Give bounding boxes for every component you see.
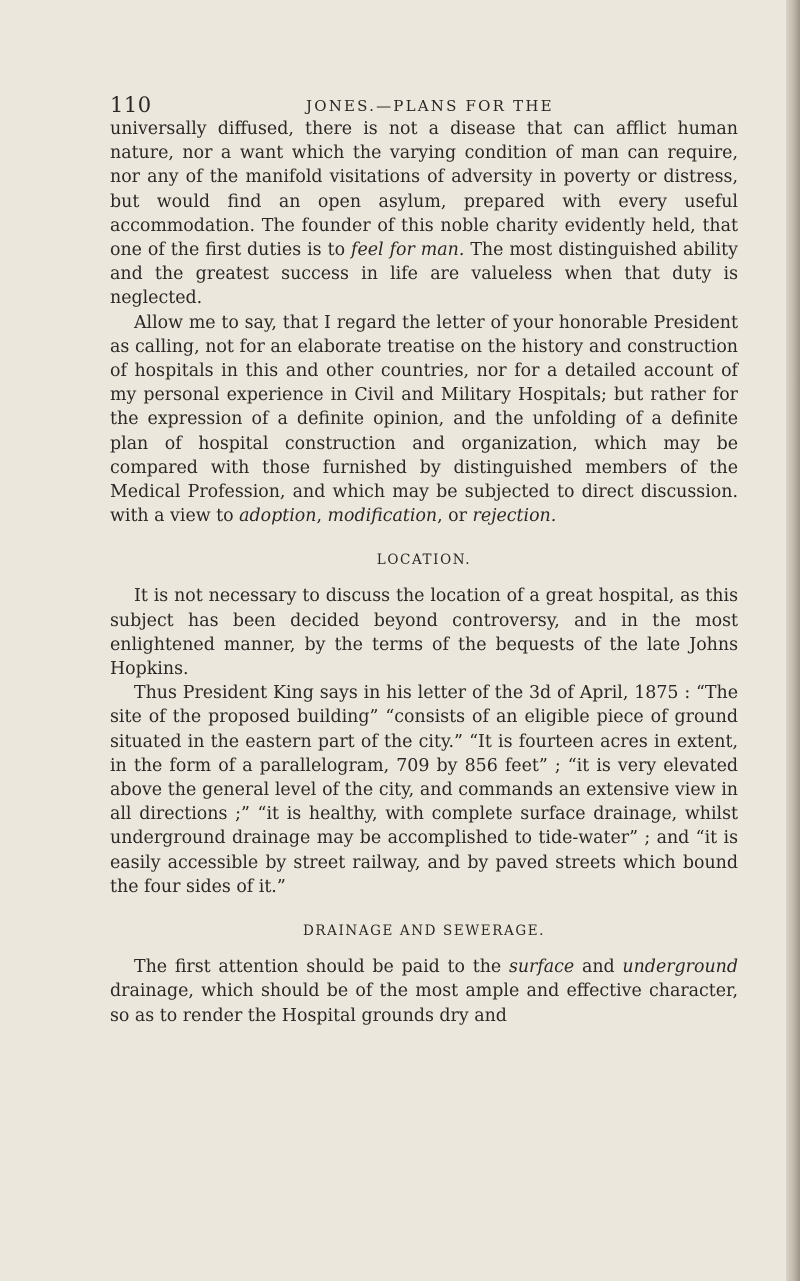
paragraph-2: [110, 311, 738, 529]
page-number: 110: [110, 93, 152, 117]
italic-phrase: feel for man.: [351, 240, 465, 261]
italic-phrase: modification: [327, 506, 438, 527]
heading-location: LOCATION.: [376, 552, 472, 569]
text-run: drainage, which should be of the most ample and effective character, so as to render the Hospital grounds dry and: [110, 981, 738, 1026]
running-head: JONES.—PLANS FOR THE: [306, 97, 554, 115]
text-run: and: [574, 957, 623, 978]
text-run: The first attention should be paid to the: [134, 957, 509, 978]
text-run: The most distinguished ability and the greatest success in life are valueless when that duty is neglected.: [110, 240, 738, 309]
text-run: universally diffused, there is not a disease that can afflict human nature, nor a want which the varying condition of man can require, nor any of the manifold visitations of adversity in poverty or distress, but would find an open asylum, prepared with every useful accommodation. The founder of this noble charity evidently held, that one of the first duties is to: [110, 119, 738, 261]
text-run: , or: [437, 506, 473, 527]
paragraph-4: [110, 681, 738, 899]
text-run: ,: [316, 506, 328, 527]
text-run: Thus President King says in his letter of the 3d of April, 1875 : “The site of the proposed building” “consists of an eligible piece of ground situated in the eastern part of the city.” “It is fourteen acres in extent, in the form of a parallelogram, 709 by 856 feet” ; “it is very elevated above the general level of the city, and commands an extensive view in all directions ;” “it is healthy, with complete surface drainage, whilst underground drainage may be accomplished to tide-water” ; and “it is easily accessible by street railway, and by paved streets which bound the four sides of it.”: [110, 683, 738, 897]
body-text: [110, 117, 738, 1028]
italic-phrase: surface: [508, 957, 575, 978]
text-run: Allow me to say, that I regard the letter of your honorable President as calling, not for an elaborate treatise on the history and construction of hospitals in this and other countries, nor for a detailed account of my personal experience in Civil and Military Hospitals; but rather for the expression of a definite opinion, and the unfolding of a definite plan of hospital construction and organization, which may be compared with those furnished by distinguished members of the Medical Profession, and which may be subjected to direct discussion. with a view to: [110, 312, 738, 527]
paragraph-3: [110, 584, 738, 681]
page-edge-shadow: [786, 0, 800, 1281]
paragraph-5: [110, 955, 738, 1028]
italic-phrase: underground: [622, 957, 738, 978]
italic-phrase: rejection.: [472, 506, 557, 527]
text-run: It is not necessary to discuss the location of a great hospital, as this subject has been decided beyond controversy, and in the most enlightened manner, by the terms of the bequests of the late Johns Hopkins.: [110, 586, 738, 680]
heading-drainage: DRAINAGE AND SEWERAGE.: [302, 923, 546, 940]
paragraph-1: [110, 117, 738, 311]
italic-phrase: adoption: [239, 506, 317, 527]
